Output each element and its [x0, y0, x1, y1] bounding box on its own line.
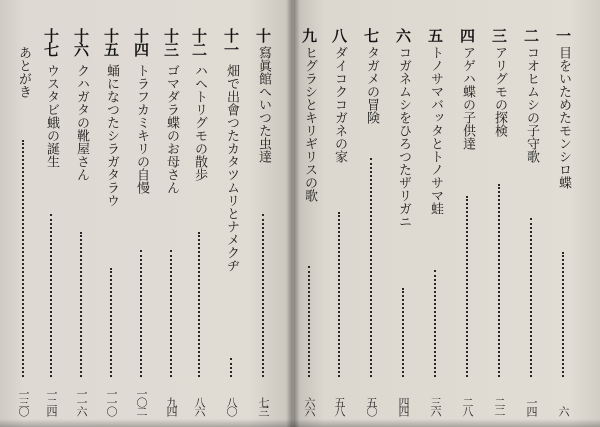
page-number: 一〇二: [135, 388, 148, 415]
chapter-number: 九: [300, 28, 318, 42]
chapter-number: 四: [458, 28, 476, 42]
toc-entry: [424, 28, 446, 423]
chapter-title: 畑で出會つたカタツムリとナメクヂ: [224, 64, 239, 272]
page-number: 二八: [461, 397, 474, 415]
chapter-number: 十五: [102, 28, 120, 56]
leader-dots: [140, 250, 142, 377]
chapter-number: 三: [490, 28, 508, 42]
chapter-number: 七: [362, 28, 380, 42]
toc-entry: [70, 28, 92, 423]
leader-dots: [80, 232, 82, 377]
leader-dots: [50, 214, 52, 377]
chapter-number: 十: [254, 28, 272, 42]
toc-entry: [328, 28, 350, 423]
toc-entry: [12, 28, 34, 423]
chapter-title: 寫眞館へいつた虫達: [256, 46, 271, 163]
toc-entry: [298, 28, 320, 423]
toc-entry: [40, 28, 62, 423]
chapter-title: クハガタの靴屋さん: [74, 64, 89, 181]
toc-entry: [392, 28, 414, 423]
chapter-number: 二: [522, 28, 540, 42]
chapter-title: コオヒムシの子守歌: [524, 46, 539, 163]
leader-dots: [110, 268, 112, 377]
chapter-title: アリグモの探検: [492, 46, 507, 137]
chapter-number: 一: [554, 28, 572, 42]
chapter-number: 五: [426, 28, 444, 42]
toc-entry: [188, 28, 210, 423]
toc-entry: [160, 28, 182, 423]
page-number: 八六: [193, 397, 206, 415]
toc-entry: [220, 28, 242, 423]
toc-entry: [552, 28, 574, 423]
toc-entry: [130, 28, 152, 423]
chapter-number: 十一: [222, 28, 240, 56]
leader-dots: [262, 214, 264, 377]
chapter-number: 十七: [42, 28, 60, 56]
chapter-title: ヒグラシとキリギリスの歌: [302, 46, 317, 202]
page-number: 六: [557, 406, 570, 415]
chapter-title: ゴマダラ蝶のお母さん: [164, 64, 179, 194]
toc-entry: [360, 28, 382, 423]
page-number: 一一〇: [105, 388, 118, 415]
page-number: 八〇: [225, 397, 238, 415]
page-number: 七三: [257, 397, 270, 415]
chapter-title: ウスタビ蛾の誕生: [44, 64, 59, 168]
page-number: 四四: [397, 397, 410, 415]
page-number: 一三〇: [17, 388, 30, 415]
page-number: 三六: [429, 397, 442, 415]
page-number: 一四: [525, 397, 538, 415]
chapter-number: 十三: [162, 28, 180, 56]
leader-dots: [434, 270, 436, 377]
leader-dots: [466, 196, 468, 377]
chapter-number: 十二: [190, 28, 208, 56]
chapter-title: タガメの冒険: [364, 46, 379, 124]
chapter-title: 蛹になつたシラガタラウ: [104, 64, 119, 207]
leader-dots: [562, 252, 564, 377]
toc-entry: [520, 28, 542, 423]
chapter-number: 十六: [72, 28, 90, 56]
toc-entry: [488, 28, 510, 423]
page-number: 一二四: [45, 388, 58, 415]
chapter-title: ダイコクコガネの家: [332, 46, 347, 163]
chapter-title: トラフカミキリの自慢: [134, 64, 149, 194]
chapter-number: 十四: [132, 28, 150, 56]
toc-entry: [456, 28, 478, 423]
page-number: 九四: [165, 397, 178, 415]
leader-dots: [338, 212, 340, 377]
leader-dots: [402, 288, 404, 377]
leader-dots: [170, 250, 172, 377]
chapter-title: あとがき: [16, 46, 31, 98]
leader-dots: [370, 158, 372, 377]
page-number: 二二: [493, 397, 506, 415]
chapter-title: 目をいためたモンシロ蝶: [556, 46, 571, 189]
leader-dots: [230, 358, 232, 377]
chapter-number: 六: [394, 28, 412, 42]
chapter-title: トノサマバッタとトノサマ蛙: [428, 46, 443, 215]
leader-dots: [22, 140, 24, 377]
leader-dots: [530, 218, 532, 377]
page-number: 六六: [303, 397, 316, 415]
page-number: 一一六: [75, 388, 88, 415]
toc-entry: [252, 28, 274, 423]
toc-entry: [100, 28, 122, 423]
leader-dots: [308, 266, 310, 377]
chapter-title: アゲハ蝶の子供達: [460, 46, 475, 150]
page-number: 五〇: [365, 397, 378, 415]
chapter-number: 八: [330, 28, 348, 42]
leader-dots: [498, 184, 500, 377]
chapter-title: コガネムシをひろつたザリガニ: [396, 46, 411, 228]
chapter-title: ハヘトリグモの散歩: [192, 64, 207, 181]
page-number: 五八: [333, 397, 346, 415]
leader-dots: [198, 232, 200, 377]
